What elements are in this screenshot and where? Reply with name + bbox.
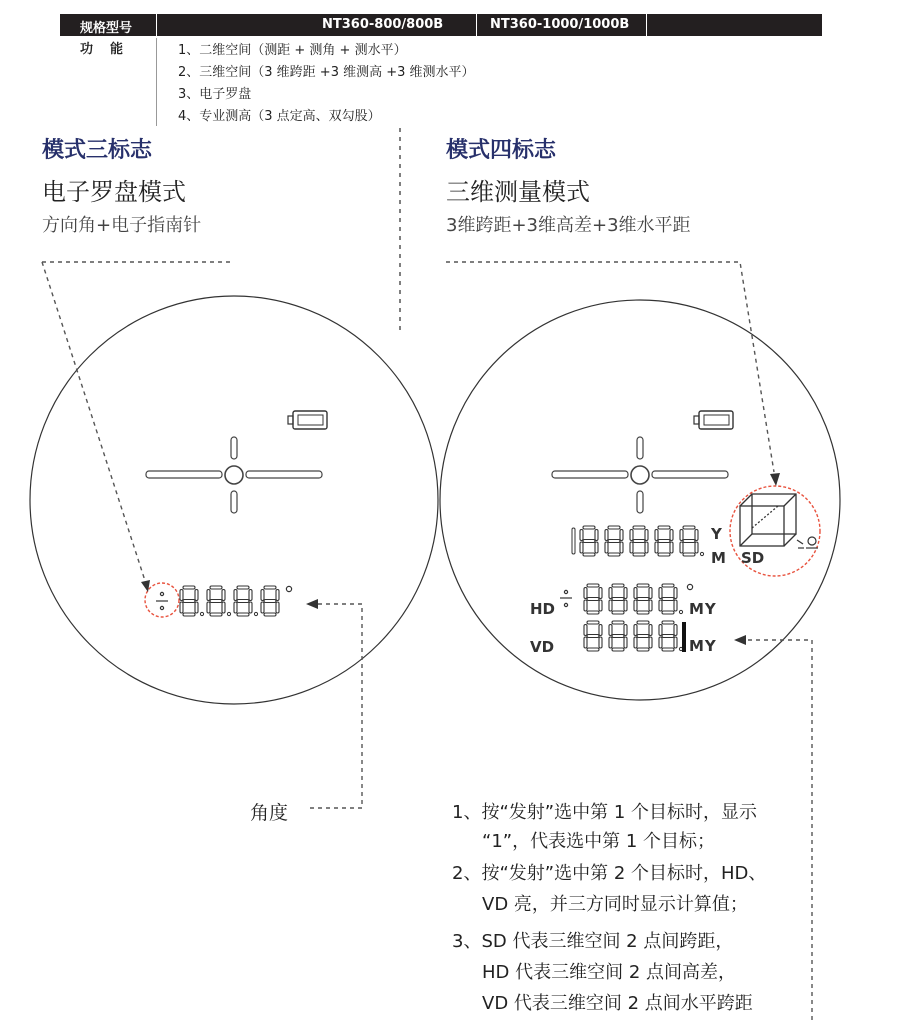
- spec-model-b: NT360-1000/1000B: [490, 17, 630, 32]
- spec-function-line: 4、专业测高（3 点定高、双勾股）: [178, 109, 381, 124]
- note-line: “1”，代表选中第 1 个目标；: [482, 831, 715, 852]
- row1-unit-m: M: [711, 549, 726, 567]
- mode3-name: 电子罗盘模式: [42, 178, 186, 206]
- hd-label: HD: [530, 600, 556, 618]
- note-line: 1、按“发射”选中第 1 个目标时，显示: [452, 802, 757, 823]
- spec-function-line: 1、二维空间（测距 + 测角 + 测水平）: [178, 43, 407, 58]
- vd-unit: MY: [689, 637, 717, 655]
- spec-function-label: 功 能: [80, 42, 126, 57]
- angle-label: 角度: [250, 802, 289, 824]
- note-line: HD 代表三维空间 2 点间高差，: [482, 962, 737, 983]
- row1-unit-y: Y: [711, 525, 722, 543]
- mode4-desc: 3维跨距+3维高差+3维水平距: [446, 215, 691, 236]
- vd-label: VD: [530, 638, 555, 656]
- note-line: VD 亮，并三方同时显示计算值；: [482, 894, 748, 915]
- note-line: 3、SD 代表三维空间 2 点间跨距，: [452, 931, 734, 952]
- mode3-desc: 方向角+电子指南针: [42, 215, 202, 236]
- hd-unit: MY: [689, 600, 717, 618]
- spec-function-line: 3、电子罗盘: [178, 87, 252, 102]
- mode4-name: 三维测量模式: [446, 178, 590, 206]
- spec-header-label: 规格型号: [80, 21, 133, 36]
- mode3-eyepiece: [30, 296, 438, 704]
- mode3-tag: 模式三标志: [42, 138, 153, 163]
- sd-label: SD: [741, 549, 765, 567]
- mode4-tag: 模式四标志: [446, 138, 557, 163]
- note-line: VD 代表三维空间 2 点间水平跨距: [482, 993, 753, 1014]
- vd-target-bar: [682, 622, 686, 652]
- note-line: 2、按“发射”选中第 2 个目标时，HD、: [452, 863, 767, 884]
- spec-model-a: NT360-800/800B: [322, 17, 444, 32]
- spec-function-line: 2、三维空间（3 维跨距 +3 维测高 +3 维测水平）: [178, 65, 475, 80]
